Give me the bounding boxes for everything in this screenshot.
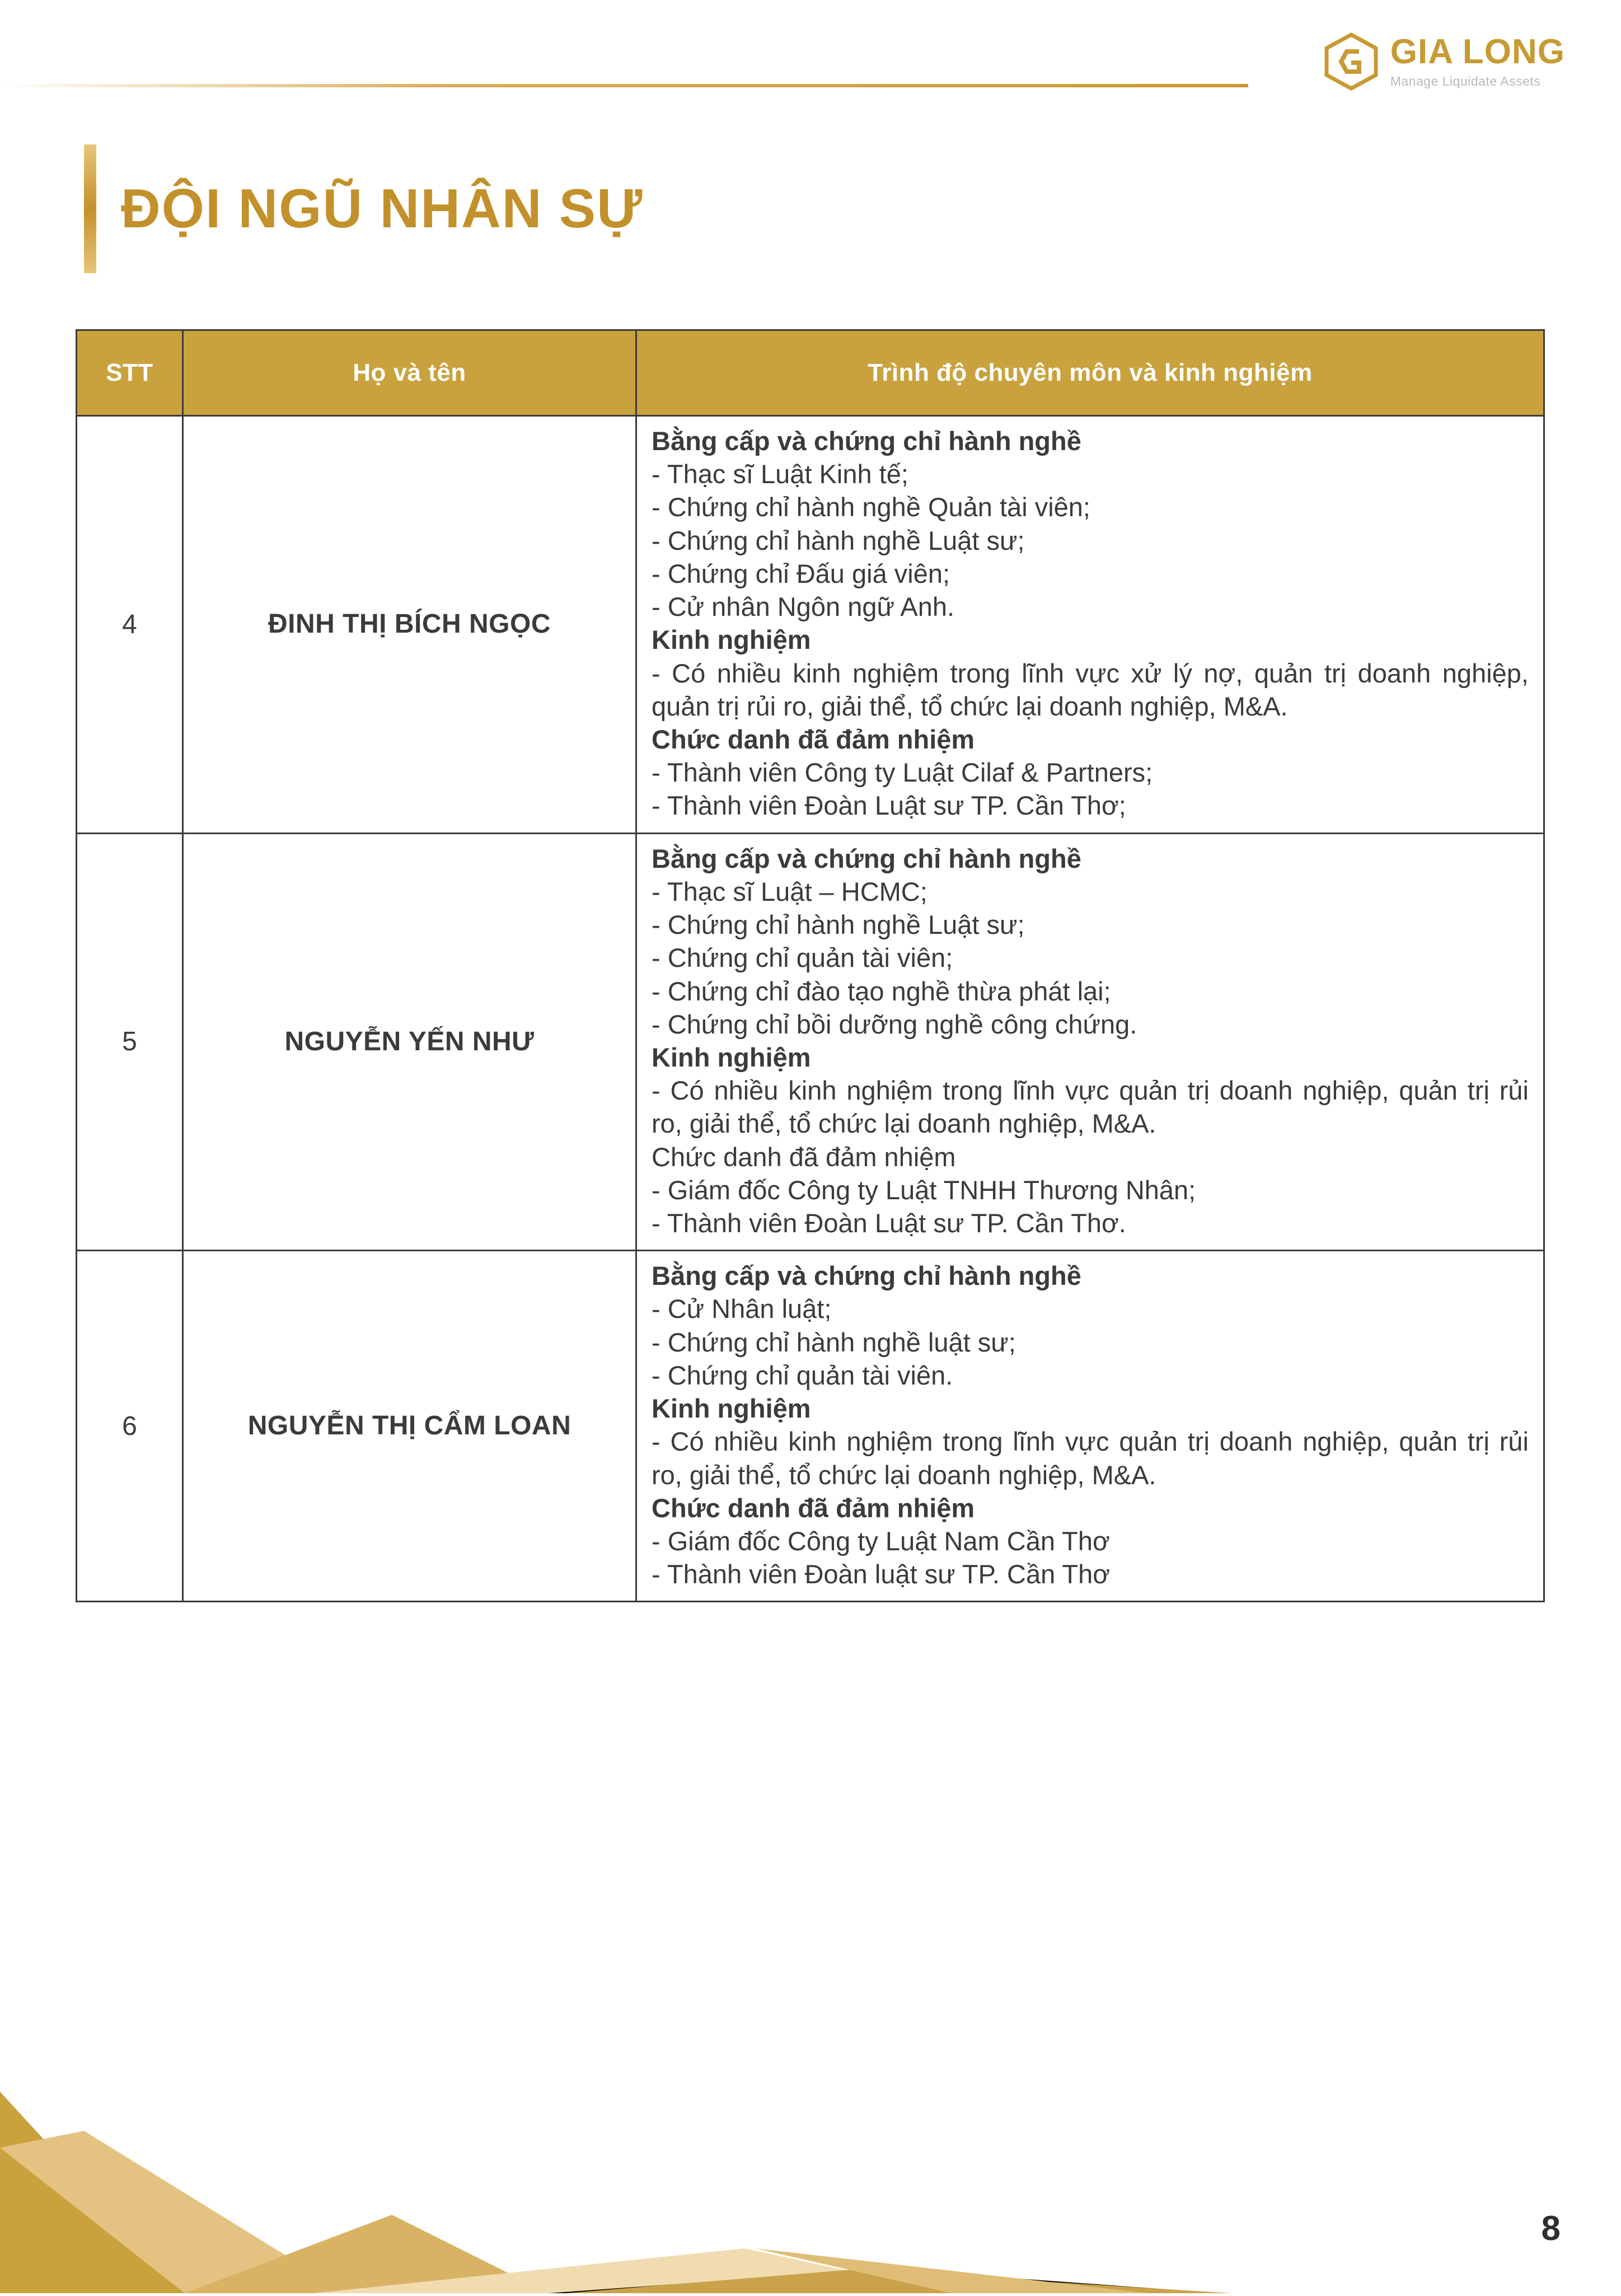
qualification-line: - Thành viên Đoàn Luật sư TP. Cần Thơ;	[652, 791, 1126, 821]
qualification-line: - Chứng chỉ Đấu giá viên;	[652, 558, 950, 588]
qualification-line: - Thành viên Đoàn luật sư TP. Cần Thơ	[652, 1559, 1111, 1589]
column-header-stt: STT	[77, 330, 183, 416]
qualification-line: - Chứng chỉ hành nghề Luật sư;	[652, 910, 1025, 940]
qualification-line: - Có nhiều kinh nghiệm trong lĩnh vực xử lý nợ, quản trị doanh nghiệp, quản trị rủi ro, giải thể, tổ chức lại doanh nghiệp, M&A.	[652, 658, 1529, 721]
column-header-description: Trình độ chuyên môn và kinh nghiệm	[636, 330, 1544, 416]
cell-stt: 5	[77, 833, 183, 1251]
page-number: 8	[1541, 2209, 1561, 2248]
qualification-line: - Thành viên Đoàn Luật sư TP. Cần Thơ.	[652, 1208, 1126, 1238]
qualification-heading: Bằng cấp và chứng chỉ hành nghề	[652, 426, 1081, 456]
qualification-line: - Chứng chỉ hành nghề luật sư;	[652, 1327, 1016, 1357]
qualification-line: - Chứng chỉ bồi dưỡng nghề công chứng.	[652, 1009, 1137, 1039]
page-title: ĐỘI NGŨ NHÂN SỰ	[121, 177, 644, 240]
cell-person-name: NGUYỄN YẾN NHƯ	[183, 833, 636, 1251]
title-accent-bar	[84, 144, 96, 273]
table-row	[77, 416, 1544, 834]
qualification-line: - Thạc sĩ Luật Kinh tế;	[652, 459, 908, 489]
brand-tagline: Manage Liquidate Assets	[1390, 73, 1541, 88]
cell-qualifications	[636, 1251, 1544, 1602]
qualification-line: - Cử Nhân luật;	[652, 1294, 832, 1324]
qualification-line: - Chứng chỉ hành nghề Luật sư;	[652, 525, 1025, 555]
cell-qualifications	[636, 833, 1544, 1251]
brand-name: GIA LONG	[1390, 32, 1565, 71]
cell-person-name: NGUYỄN THỊ CẨM LOAN	[183, 1251, 636, 1602]
cell-stt: 6	[77, 1251, 183, 1602]
qualification-heading: Kinh nghiệm	[652, 1394, 811, 1424]
qualification-line: - Có nhiều kinh nghiệm trong lĩnh vực quản trị doanh nghiệp, quản trị rủi ro, giải thể, tổ chức lại doanh nghiệp, M&A.	[652, 1075, 1529, 1139]
table-header-row	[77, 330, 1544, 416]
gia-long-hexagon-icon	[1324, 32, 1378, 91]
qualification-line: - Thành viên Công ty Luật Cilaf & Partners;	[652, 757, 1153, 788]
header-divider	[0, 84, 1248, 87]
cell-person-name: ĐINH THỊ BÍCH NGỌC	[183, 416, 636, 834]
qualification-heading: Chức danh đã đảm nhiệm	[652, 724, 975, 754]
table-row	[77, 1251, 1544, 1602]
qualification-line: - Chứng chỉ quản tài viên.	[652, 1360, 953, 1390]
table-row	[77, 833, 1544, 1251]
qualification-line: - Cử nhân Ngôn ngữ Anh.	[652, 592, 955, 622]
cell-qualifications	[636, 416, 1544, 834]
qualification-heading: Bằng cấp và chứng chỉ hành nghề	[652, 1261, 1081, 1291]
personnel-table	[76, 329, 1545, 1602]
qualification-line: - Thạc sĩ Luật – HCMC;	[652, 876, 927, 906]
qualification-line: - Giám đốc Công ty Luật Nam Cần Thơ	[652, 1526, 1110, 1556]
qualification-line: - Chứng chỉ hành nghề Quản tài viên;	[652, 492, 1090, 522]
qualification-line: Chức danh đã đảm nhiệm	[652, 1142, 956, 1172]
brand-logo	[1324, 32, 1565, 91]
qualification-line: - Chứng chỉ đào tạo nghề thừa phát lại;	[652, 976, 1111, 1006]
page-title-group	[84, 144, 643, 273]
qualification-line: - Có nhiều kinh nghiệm trong lĩnh vực quản trị doanh nghiệp, quản trị rủi ro, giải thể, tổ chức lại doanh nghiệp, M&A.	[652, 1427, 1529, 1490]
qualification-line: - Chứng chỉ quản tài viên;	[652, 943, 953, 973]
decorative-ribbons	[0, 1789, 1343, 2293]
qualification-heading: Kinh nghiệm	[652, 1042, 811, 1072]
qualification-heading: Bằng cấp và chứng chỉ hành nghề	[652, 843, 1081, 873]
column-header-name: Họ và tên	[183, 330, 636, 416]
cell-stt: 4	[77, 416, 183, 834]
qualification-heading: Chức danh đã đảm nhiệm	[652, 1493, 975, 1523]
qualification-line: - Giám đốc Công ty Luật TNHH Thương Nhân;	[652, 1175, 1196, 1205]
qualification-heading: Kinh nghiệm	[652, 625, 811, 655]
table-header	[77, 330, 1544, 416]
table-body	[77, 416, 1544, 1602]
